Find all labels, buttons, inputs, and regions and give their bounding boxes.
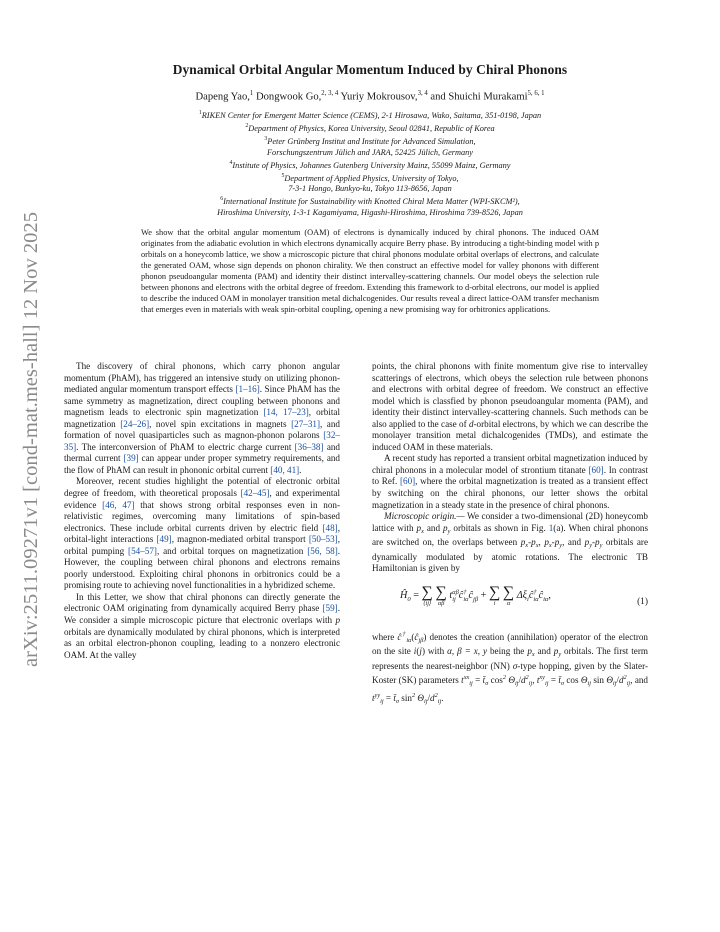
equation-1 (372, 577, 648, 629)
text-run: , and formation of novel quasiparticles such as magnon-phonon polarons (64, 418, 340, 441)
text-run: , orbital pumping (64, 534, 340, 556)
citation-link[interactable]: [24–26] (120, 418, 150, 429)
text-run: and (534, 646, 554, 657)
text-run: ij (544, 680, 549, 688)
text-run: . However, the coupling between chiral phonons and electrons remains poorly understood. Exploiting chiral phonons in orbitronics could be a promising route to achieving novel functionalities in a hybridized scheme. (64, 545, 341, 591)
eq-hopping: t (449, 589, 453, 601)
text-run: p (595, 537, 600, 548)
text-run: and thermal current (64, 441, 340, 464)
citation-link[interactable]: [59] (322, 603, 338, 614)
text-run: Θ (606, 675, 613, 686)
arxiv-identifier-stamp (6, 205, 50, 675)
author-affiliation-marker: 1 (249, 90, 254, 97)
body-paragraph (372, 511, 648, 575)
text-run: , orbital magnetization (64, 407, 341, 429)
text-run: that shows strong orbital responses even in non-relativistic regimes, overcoming many limitations of spin-based electronics. These include orbital currents driven by electric field (64, 499, 340, 533)
affiliation-text: Department of Physics, Korea University, Seoul 02841, Republic of Korea (248, 123, 495, 133)
text-run: , and experimental evidence (64, 488, 340, 510)
text-run: ( (411, 631, 415, 642)
affiliation-marker: 4 (229, 159, 233, 166)
text-run: 2 (525, 674, 529, 682)
citation-link[interactable]: [49] (156, 534, 172, 545)
text-run: p (416, 522, 422, 533)
text-run: 2 (411, 692, 416, 700)
text-run: - (591, 537, 596, 548)
text-run: , (532, 675, 537, 686)
text-run: σ (512, 660, 518, 671)
citation-link[interactable]: [56, 58] (307, 545, 338, 556)
body-paragraph (372, 361, 648, 453)
text-run: We consider a two-dimensional (2D) honeycomb lattice with (372, 511, 648, 533)
eq-annihilation-sub: jβ (473, 595, 479, 603)
text-run: p (544, 537, 549, 548)
text-run: p (553, 646, 559, 657)
author-affiliation-marker: 2, 3, 4 (321, 90, 339, 97)
text-run: p (520, 537, 526, 548)
eq-sum-a: ∑ α (502, 583, 515, 607)
text-run: x (525, 542, 529, 550)
affiliation-marker: 2 (245, 122, 249, 129)
text-run: i (413, 646, 417, 657)
text-run: , and (562, 537, 585, 548)
text-run: † (401, 630, 407, 638)
text-run: x (421, 527, 424, 535)
arxiv-id-text: arXiv:2511.09271v1 [cond-mat.mes-hall] 12 Nov 2025 (20, 213, 42, 667)
affiliation-line (90, 121, 650, 134)
text-run: ij (528, 680, 533, 688)
text-run: sin (399, 693, 412, 704)
text-run: where (372, 631, 398, 642)
eq-creation-indices-2: † iα (533, 588, 539, 603)
eq-annihilation-op: ĉ (468, 589, 473, 601)
text-run: 2 (623, 674, 627, 682)
paper-title: Dynamical Orbital Angular Momentum Induced by Chiral Phonons (172, 62, 568, 77)
text-run: ij (469, 680, 473, 688)
text-run: In this Letter, we show that chiral phonons can directly generate the electronic OAM originating from dynamically acquired Berry phase (64, 591, 340, 614)
text-run: can appear under proper symmetry requirements, and the flow of PhAM can result in phononic orbital current (64, 453, 340, 475)
affiliation-line (90, 194, 650, 207)
eq-equals: = (410, 589, 422, 601)
text-run: ij (612, 680, 617, 688)
text-run: - (528, 537, 532, 548)
eq-sum-ij: ∑ ⟨ij⟩ (421, 583, 433, 607)
affiliation-text: Institute of Physics, Johannes Gutenberg University Mainz, 55099 Mainz, Germany (232, 160, 511, 170)
affiliation-line (90, 183, 650, 194)
text-run: . (299, 464, 302, 475)
text-run: / (427, 693, 431, 704)
eq-lhs-sub: 0 (407, 595, 411, 603)
text-run: x (548, 542, 552, 550)
text-run: ij (437, 698, 442, 706)
text-run: orbitals as shown in Fig. (450, 522, 549, 533)
text-run: orbitals are dynamically modulated by atomic rotations. The electronic TB Hamiltonian is given by (372, 537, 648, 574)
affiliation-text: Peter Grünberg Institut and Institute for Advanced Simulation, (267, 136, 476, 146)
text-run: ĉ (414, 631, 419, 642)
text-run: Θ (580, 675, 588, 686)
text-run: t̄ (558, 675, 561, 686)
affiliation-text: International Institute for Sustainability with Knotted Chiral Meta Matter (WPI-SKCM²), (223, 197, 520, 207)
right-column (372, 361, 648, 708)
text-run: , (538, 537, 545, 548)
text-run: 2 (502, 674, 506, 682)
text-run: d (468, 418, 474, 429)
eq-onsite: Δξ (516, 589, 528, 601)
citation-link[interactable]: [46, 47] (102, 499, 135, 510)
text-run: p (443, 522, 448, 533)
text-run: -orbital electrons, by which we can describe the monolayer transition metal dichalcogenides (TMDs), and estimate the induced OAM in these materials. (372, 418, 648, 452)
affiliation-line (90, 207, 650, 218)
text-run: Microscopic origin.— (384, 511, 465, 522)
text-run: ij (587, 680, 591, 688)
text-run: , and (630, 675, 648, 686)
body-paragraph (64, 361, 340, 476)
text-run: and (423, 522, 444, 533)
affiliation-text: Department of Applied Physics, University of Tokyo, (284, 173, 459, 183)
text-run: ij (514, 680, 519, 688)
text-run: ij (380, 698, 384, 706)
eq-annihilation-sub-2: iα (543, 595, 549, 603)
affiliation-marker: 3 (264, 135, 268, 142)
eq-onsite-sub: i (527, 595, 529, 603)
text-run: sin (590, 675, 607, 686)
text-run: d (520, 675, 526, 686)
citation-link[interactable]: [42–45] (240, 488, 270, 499)
text-run: orbitals. The first term represents the nearest-neighbor (NN) (372, 646, 648, 671)
affiliation-marker: 1 (198, 110, 202, 116)
affiliation-line (90, 158, 650, 171)
text-run: ( (416, 646, 420, 657)
text-run: y (589, 542, 592, 550)
text-run: y (558, 651, 562, 659)
text-run: σ (560, 680, 564, 688)
text-run: x (535, 542, 539, 550)
eq-creation-op-2: ĉ (528, 589, 534, 601)
text-run: = (472, 675, 483, 686)
affiliation-line (90, 171, 650, 184)
text-run: / (616, 675, 619, 686)
eq-annihilation-op-2: ĉ (538, 589, 544, 601)
body-paragraph (64, 476, 340, 591)
author-affiliation-marker: 5, 6, 1 (527, 90, 545, 97)
text-run: x (531, 651, 535, 659)
text-run: σ (485, 680, 489, 688)
eq-comma: , (548, 589, 551, 601)
citation-link[interactable]: [1–16] (235, 384, 260, 395)
text-run: t (536, 675, 540, 686)
text-run: , orbital-light interactions (64, 522, 340, 545)
text-run: yy (374, 692, 381, 700)
text-run: Moreover, recent studies highlight the potential of electronic orbital degree of freedom, with theoretical proposals (64, 476, 340, 499)
eq-sum-i: ∑ i (488, 583, 501, 607)
text-run: p (554, 537, 560, 548)
author-name: Yuriy Mokrousov, (338, 91, 418, 103)
text-run: / (518, 675, 521, 686)
affiliation-text: Forschungszentrum Jülich and JARA, 52425 Jülich, Germany (266, 147, 473, 157)
text-run: cos (564, 675, 581, 686)
text-run: ĉ (397, 631, 402, 642)
text-run: ) with (421, 646, 448, 657)
text-run: iα (406, 636, 412, 644)
text-run: p (584, 537, 590, 548)
text-run: being the (487, 646, 528, 657)
author-name: Dapeng Yao, (195, 91, 250, 103)
abstract: We show that the orbital angular momentum (OAM) of electrons is dynamically induced by chiral phonons. The induced OAM originates from the adiabatic evolution in which electrons dynamically acquire Berry phase. By introducing a tight-binding model with p orbitals on a honeycomb lattice, we show a microscopic picture that chiral phonons modulate orbital overlaps of electrons, and calculate the generated OAM, whose sign depends on phonon chirality. We then construct an effective model for valley phonons with different phonon pseudoangular momenta (PAM) and identity their distinct intervalley-scattering channels. Our model obeys the selection rule between phonons and electrons with the orbital degree of freedom. Extending this framework to d-orbital electrons, our model is applied to describe the induced OAM in monolayer transition metal dichalcogenides. Our results reveal a direct lattice-OAM transfer mechanism that emerges even in materials with weak spin-orbital coupling, opening a new promising way for orbitronics applications. (141, 228, 599, 315)
text-run: A recent study has reported a transient orbital magnetization induced by chiral phonons in a molecular model of strontium titanate (372, 453, 648, 475)
text-run: The discovery of chiral phonons, which carry phonon angular momentum (PhAM), has triggered an intensive study on utilizing phonon-mediated angular momentum transport effects (64, 361, 340, 395)
text-run: t̄ (482, 675, 486, 686)
text-run: . In contrast to Ref. (372, 464, 648, 487)
text-run: xx (463, 674, 470, 682)
text-run: , novel spin excitations in magnets (149, 418, 292, 429)
citation-link[interactable]: [48] (322, 522, 338, 533)
text-run: . (441, 693, 444, 704)
text-run: - (551, 537, 555, 548)
text-run: 2 (434, 692, 438, 700)
citation-link[interactable]: [36–38] (294, 441, 324, 452)
eq-hopping-indices: αβ ij (452, 588, 459, 603)
citation-link[interactable]: [14, 17–23] (263, 407, 309, 418)
affiliation-list (90, 108, 650, 218)
citation-link[interactable]: [40, 41] (270, 464, 300, 475)
text-run: jβ (418, 636, 424, 644)
right-column-paragraphs (372, 361, 648, 575)
left-column (64, 361, 340, 661)
text-run: ) denotes the creation (annihilation) operator of the electron on the site (372, 631, 648, 657)
text-run: , and orbital torques on magnetization (156, 545, 308, 556)
affiliation-text: Hiroshima University, 1-3-1 Kagamiyama, Higashi-Hiroshima, Hiroshima 739-8526, Japan (217, 208, 523, 218)
text-run: , magnon-mediated orbital transport (171, 534, 309, 545)
eq-lhs: Ĥ (400, 589, 408, 601)
citation-link[interactable]: [60] (399, 476, 416, 487)
author-name: and Shuichi Murakami (427, 91, 528, 103)
text-run: t̄ (393, 693, 396, 704)
text-run: t (461, 675, 464, 686)
text-run: -type hopping, given by the Slater-Koster (SK) parameters (372, 660, 648, 686)
right-column-after-equation (372, 629, 648, 708)
citation-link[interactable]: [32–35] (64, 430, 340, 452)
body-paragraph (372, 629, 648, 708)
author-affiliation-marker: 3, 4 (417, 90, 428, 97)
citation-link[interactable]: [39] (123, 453, 139, 464)
text-run: σ (395, 698, 400, 706)
text-run: t (372, 693, 375, 704)
text-run: d (430, 693, 435, 704)
text-run: p (527, 646, 532, 657)
equation-number: (1) (637, 596, 648, 607)
citation-link[interactable]: [60] (588, 464, 604, 475)
text-run: . We consider a simple microscopic picture that electronic overlaps with (64, 603, 340, 626)
eq-plus: + (478, 589, 489, 601)
text-run: xy (539, 674, 545, 682)
text-run: p (335, 615, 340, 626)
text-run: ij (423, 698, 428, 706)
citation-link[interactable]: [27–31] (291, 418, 320, 429)
affiliation-line (90, 147, 650, 158)
body-paragraph (64, 592, 340, 661)
text-run: points, the chiral phonons with finite momentum give rise to intervalley scatterings of electrons, which obeys the selection rule between phonons and electrons with orbital degree of freedom. We construct an effective model which is classfied by phonon pseudoangular momenta (PAM), and identity their distinct intervalley-scattering channels. Such methods can be also applied to the case of (372, 361, 648, 429)
text-run: p (531, 537, 536, 548)
hamiltonian-equation (400, 583, 551, 607)
text-run: = (548, 675, 559, 686)
affiliation-text: RIKEN Center for Emergent Matter Science (CEMS), 2-1 Hirosawa, Wako, Saitama, 351-0198, Japan (201, 110, 542, 120)
citation-link[interactable]: [54–57] (128, 545, 157, 556)
affiliation-marker: 6 (220, 196, 224, 203)
text-run: , where the orbital magnetization is treated as a transient effect by switching on the chiral phonons, our letter shows the orbital magnetization in a steady state in the presence of chiral phonons. (372, 476, 648, 510)
affiliation-line (90, 134, 650, 147)
citation-link[interactable]: [50–53] (308, 534, 338, 545)
author-list (80, 90, 660, 103)
eq-creation-indices: † iα (463, 588, 469, 603)
text-run: ij (626, 680, 631, 688)
text-run: y (559, 542, 563, 550)
text-run: Θ (505, 675, 515, 686)
text-run: . The interconversion of PhAM to electric charge current (76, 441, 295, 452)
text-run: orbitals are dynamically modulated by chiral phonons, which is interpreted as an orbital electron-phonon coupling, leading to a nonzero electronic OAM. At the valley (64, 626, 340, 660)
eq-sum-ab: ∑ αβ (435, 583, 447, 607)
citation-link[interactable]: 1 (548, 522, 554, 533)
author-name: Dongwook Go, (253, 91, 322, 103)
affiliation-line (90, 108, 650, 121)
text-run: Θ (415, 693, 424, 704)
text-run: y (599, 542, 603, 550)
affiliation-text: 7-3-1 Hongo, Bunkyo-ku, Tokyo 113-8656, Japan (288, 184, 452, 194)
text-run: . Since PhAM has the same symmetry as magnetization, direct coupling between phonons and magnetism leads to electronic spin magnetization (64, 384, 340, 418)
text-run: d (618, 675, 624, 686)
text-run: (a). When chiral phonons are switched on, the overlaps between (372, 522, 649, 548)
text-run: j (419, 646, 422, 657)
text-run: cos (488, 675, 503, 686)
body-paragraph (372, 453, 648, 511)
text-run: α, β = x, y (447, 646, 488, 657)
text-run: = (383, 693, 394, 704)
text-run: y (447, 527, 451, 535)
eq-creation-op: ĉ (458, 589, 464, 601)
affiliation-marker: 5 (281, 172, 285, 179)
